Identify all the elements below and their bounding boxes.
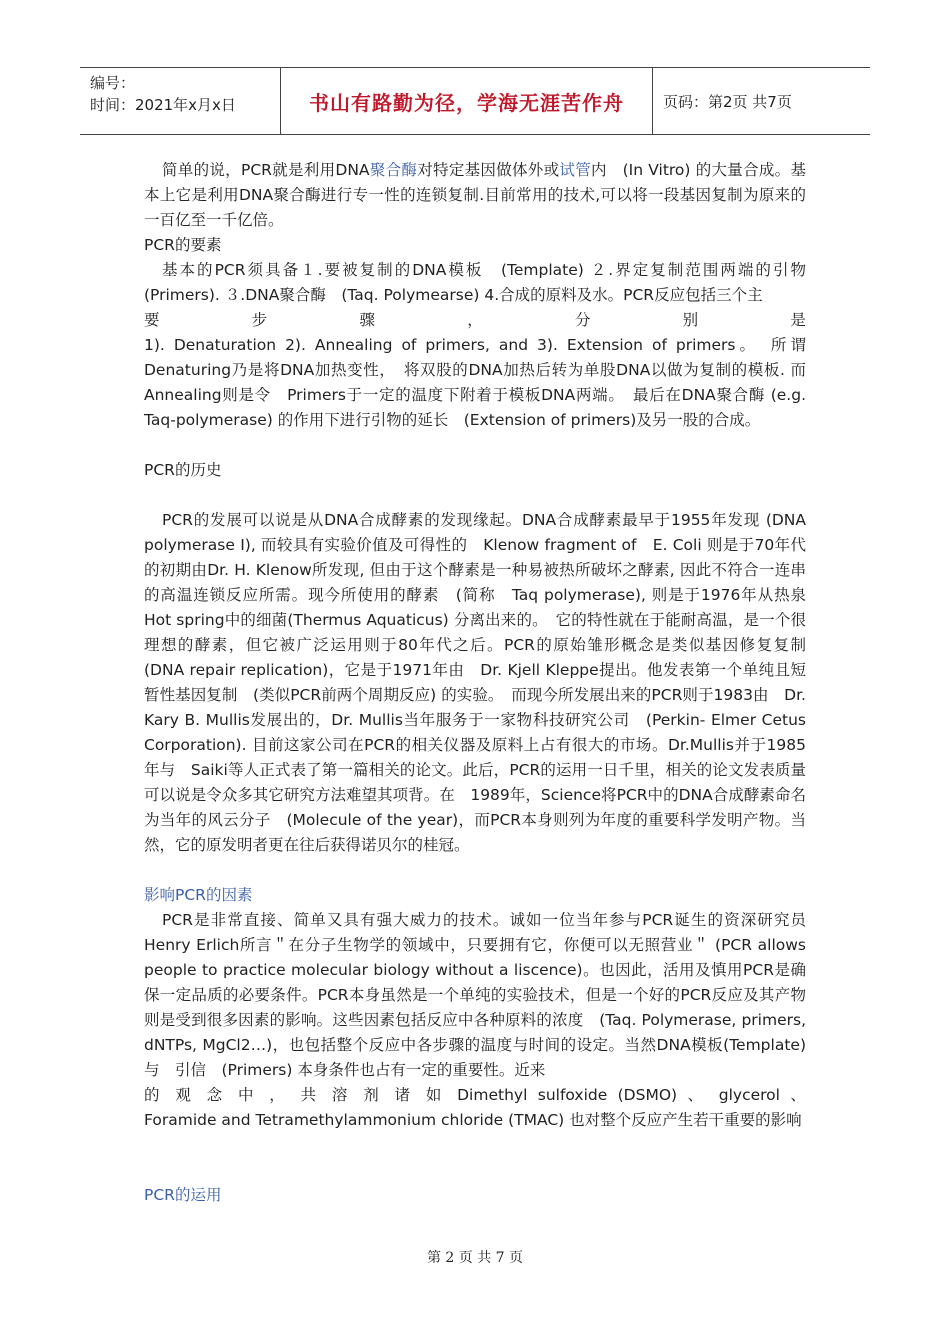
intro-text-1: 简单的说，PCR就是利用DNA [162,161,370,179]
spread-char: 步 [251,311,311,329]
intro-text-3: 内 (In Vitro) 的大量合成。基本上它是利用DNA聚合酶进行专一性的连锁复制.目前常用的技术,可以将一段基因复制为原来的一百亿至一千亿倍。 [144,161,806,229]
header-motto: 书山有路勤为径，学海无涯苦作舟 [281,68,653,134]
spread-word: Dimethyl sulfoxide (DSMO) [457,1086,678,1104]
spread-word: ， [269,1086,291,1104]
spread-char: 别 [682,311,742,329]
intro-text-2: 对特定基因做体外或 [417,161,560,179]
spread-word: 中 [237,1086,259,1104]
spread-word: 的 [144,1086,165,1104]
header-meta [80,68,281,134]
spread-char: 是 [790,311,806,329]
section-heading-applications[interactable]: PCR的运用 [144,1186,222,1204]
spread-word: 溶 [331,1086,353,1104]
header-page-number: 页码：第2页 共7页 [663,92,792,111]
spread-word: 剂 [363,1086,385,1104]
document-body [144,158,822,1208]
elements-paragraph-1: 基本的PCR须具备１.要被复制的DNA模板 (Template) ２.界定复制范围两端的引物 (Primers). ３.DNA聚合酶 (Taq. Polymearse) 4.合成的原料及水。PCR反应包括三个主 [144,261,806,304]
elements-paragraph-2: 1). Denaturation 2). Annealing of primers, and 3). Extension of primers。 所谓 Denaturing乃是将DNA加热变性， 将双股的DNA加热后转为单股DNA以做为复制的模板. 而Annealing则是令 Primers于一定的温度下附着于模板DNA两端。 最后在DNA聚合酶 (e.g. Taq-polymerase) 的作用下进行引物的延长 (Extension of primers)及另一股的合成。 [144,336,822,429]
intro-paragraph [144,158,806,233]
spread-word: 念 [206,1086,228,1104]
spread-word: 观 [175,1086,197,1104]
factors-paragraph-1: PCR是非常直接、简单又具有强大威力的技术。诚如一位当年参与PCR诞生的资深研究员Henry Erlich所言＂在分子生物学的领域中，只要拥有它，你便可以无照营业＂ (PCR allows people to practice molecular biology without a liscence)。也因此，活用及慎用PCR是确保一定品质的必要条件。PCR本身虽然是一个单纯的实验技术，但是一个好的PCR反应及其产物则是受到很多因素的影响。这些因素包括反应中各种原料的浓度 (Taq. Polymerase, primers, dNTPs, MgCl2…)，也包括整个反应中各步骤的温度与时间的设定。当然DNA模板(Template)与 引信 (Primers) 本身条件也占有一定的重要性。近来 [144,911,806,1079]
history-paragraph: PCR的发展可以说是从DNA合成酵素的发现缘起。DNA合成酵素最早于1955年发现 (DNA polymerase I), 而较具有实验价值及可得性的 Klenow fragment of E. Coli 则是于70年代的初期由Dr. H. Klenow所发现, 但由于这个酵素是一种易被热所破坏之酵素, 因此不符合一连串的高温连锁反应所需。现今所使用的酵素 (简称 Taq polymerase), 则是于1976年从热泉 Hot spring中的细菌(Thermus Aquaticus) 分离出来的。 它的特性就在于能耐高温，是一个很理想的酵素，但它被广泛运用则于80年代之后。PCR的原始雏形概念是类似基因修复复制 (DNA repair replication)，它是于1971年由 Dr. Kjell Kleppe提出。他发表第一个单纯且短暂性基因复制 (类似PCR前两个周期反应) 的实验。 而现今所发展出来的PCR则于1983由 Dr. Kary B. Mullis发展出的，Dr. Mullis当年服务于一家物科技研究公司 (Perkin- Elmer Cetus Corporation). 目前这家公司在PCR的相关仪器及原料上占有很大的市场。Dr.Mullis并于1985年与 Saiki等人正式表了第一篇相关的论文。此后，PCR的运用一日千里，相关的论文发表质量可以说是令众多其它研究方法难望其项背。在 1989年，Science将PCR中的DNA合成酵素命名为当年的风云分子 (Molecule of the year)，而PCR本身则列为年度的重要科学发明产物。当然，它的原发明者更在往后获得诺贝尔的桂冠。 [144,511,822,854]
section-heading-elements: PCR的要素 [144,236,222,254]
section-heading-factors[interactable]: 影响PCR的因素 [144,886,253,904]
spread-char: 骤 [359,311,419,329]
spread-word: 诸 [394,1086,416,1104]
spread-char: 要 [144,311,204,329]
date-label: 时间：2021年x月x日 [90,96,236,114]
spread-word: 如 [425,1086,447,1104]
page-header [80,67,870,135]
factors-paragraph-2: Foramide and Tetramethylammonium chloride (TMAC) 也对整个反应产生若干重要的影响 [144,1111,802,1129]
spread-word: glycerol [718,1086,780,1104]
link-polymerase[interactable]: 聚合酶 [369,161,418,179]
doc-number-label: 编号： [90,74,136,92]
section-heading-history: PCR的历史 [144,461,222,479]
spread-word: 、 [790,1086,806,1104]
page-footer: 第 2 页 共 7 页 [426,1250,524,1266]
spread-word: 、 [687,1086,709,1104]
spread-char: ， [467,311,527,329]
spread-word: 共 [300,1086,322,1104]
factors-spread-line [144,1083,806,1108]
elements-spread-line [144,308,806,333]
spread-char: 分 [574,311,635,329]
link-test-tube[interactable]: 试管 [559,161,591,179]
